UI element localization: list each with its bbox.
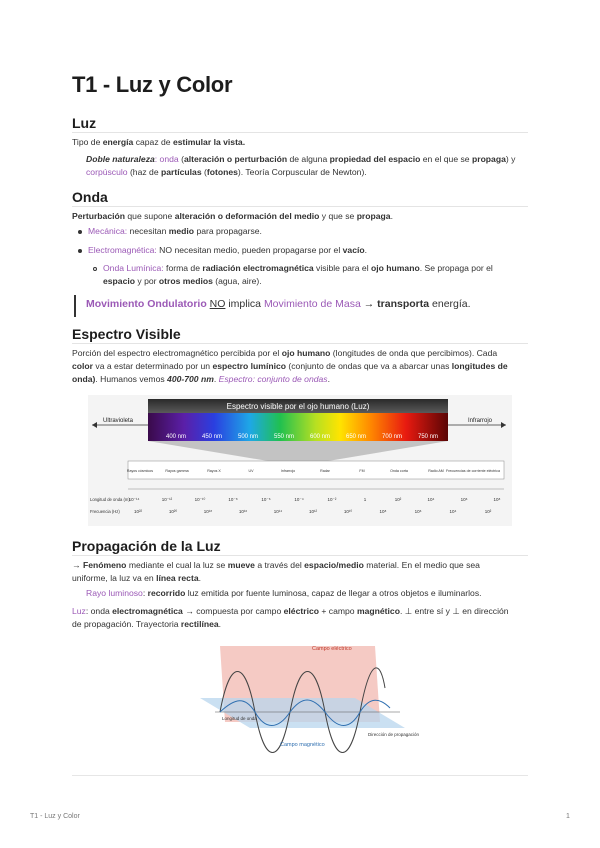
wavelength-value: 10⁻⁸ bbox=[228, 497, 238, 502]
section-heading-onda: Onda bbox=[72, 189, 108, 205]
ir-label: Infrarrojo bbox=[467, 418, 493, 424]
spectrum-tick-label: 550 nm bbox=[273, 434, 295, 440]
luz-line-1: Tipo de energía capaz de estimular la vista. bbox=[72, 137, 246, 147]
spectrum-tick-label: 600 nm bbox=[309, 434, 331, 440]
wavelength-value: 10⁻¹⁰ bbox=[194, 497, 206, 502]
band-label: Infrarrojo bbox=[280, 469, 296, 473]
spectrum-tick-label: 500 nm bbox=[237, 434, 259, 440]
spectrum-tick-label: 400 nm bbox=[165, 434, 187, 440]
section-divider bbox=[72, 206, 528, 207]
band-label: Rayos cósmicos bbox=[126, 469, 154, 473]
wavelength-value: 1 bbox=[363, 497, 367, 502]
propagacion-line-5: de propagación. Trayectoria rectilínea. bbox=[72, 619, 222, 629]
frequency-value: 10²² bbox=[133, 509, 143, 514]
section-heading-propagacion: Propagación de la Luz bbox=[72, 538, 221, 554]
longitud-label: Longitud de onda bbox=[222, 716, 257, 721]
band-label: FM bbox=[359, 469, 365, 473]
band-label: Onda corta bbox=[390, 469, 408, 473]
frequency-value: 10²⁰ bbox=[168, 509, 178, 514]
page-title: T1 - Luz y Color bbox=[72, 72, 233, 97]
uv-label: Ultravioleta bbox=[102, 418, 134, 424]
wavelength-value: 10⁻² bbox=[327, 497, 337, 502]
onda-bullet-mecanica: Mecánica: necesitan medio para propagarse. bbox=[88, 226, 262, 236]
band-label: UV bbox=[248, 469, 254, 473]
bullet-icon bbox=[78, 230, 82, 234]
luz-line-2: Doble naturaleza: onda (alteración o perturbación de alguna propiedad del espacio en el que se propaga) y bbox=[86, 154, 516, 164]
quote-movimiento-ondulatorio: Movimiento Ondulatorio NO implica Movimiento de Masa → transporta energía. bbox=[86, 298, 471, 310]
section-heading-luz: Luz bbox=[72, 115, 97, 131]
propagacion-line-2: uniforme, la luz va en línea recta. bbox=[72, 573, 201, 583]
wavelength-value: 10⁸ bbox=[493, 497, 501, 502]
wavelength-value: 10⁻¹² bbox=[161, 497, 173, 502]
onda-line-1: Perturbación que supone alteración o deformación del medio y que se propaga. bbox=[72, 211, 393, 221]
spectrum-tick-label: 450 nm bbox=[201, 434, 223, 440]
bullet-icon bbox=[78, 249, 82, 253]
footer-title: T1 - Luz y Color bbox=[30, 813, 80, 820]
band-label: Radar bbox=[320, 469, 330, 473]
onda-bullet-luminica-1: Onda Lumínica: forma de radiación electromagnética visible para el ojo humano. Se propaga por el bbox=[103, 263, 493, 273]
espectro-line-3: onda). Humanos vemos 400-700 nm. Espectro: conjunto de ondas. bbox=[72, 374, 330, 384]
spectrum-tick-label: 750 nm bbox=[417, 434, 439, 440]
wavelength-value: 10⁻⁴ bbox=[294, 497, 304, 502]
propagacion-line-1: → Fenómeno mediante el cual la luz se mueve a través del espacio/medio material. En el medio que sea bbox=[72, 560, 480, 570]
spectrum-tick-label: 700 nm bbox=[381, 434, 403, 440]
wavelength-value: 10⁻⁶ bbox=[261, 497, 271, 502]
section-divider bbox=[72, 343, 528, 344]
spectrum-figure bbox=[88, 395, 512, 526]
quote-bar bbox=[74, 295, 76, 317]
luz-line-3: corpúsculo (haz de partículas (fotones). Teoría Corpuscular de Newton). bbox=[86, 167, 367, 177]
propagacion-line-3: Rayo luminoso: recorrido luz emitida por fuente luminosa, capaz de llegar a otros objetos e iluminarlos. bbox=[86, 588, 482, 598]
espectro-line-1: Porción del espectro electromagnético percibida por el ojo humano (longitudes de onda que percibimos). Cada bbox=[72, 348, 498, 358]
band-label: Radio AM bbox=[428, 469, 444, 473]
band-label: Rayos X bbox=[207, 469, 221, 473]
frequency-value: 10⁴ bbox=[449, 509, 457, 514]
frequency-value: 10¹⁴ bbox=[273, 509, 283, 514]
frequency-value: 10⁸ bbox=[379, 509, 387, 514]
row-label-frequency: Frecuencia (Hz) bbox=[90, 509, 120, 514]
footer-divider bbox=[72, 775, 528, 776]
frequency-value: 10⁶ bbox=[414, 509, 422, 514]
wavelength-value: 10⁶ bbox=[460, 497, 468, 502]
propagacion-line-4: Luz: onda electromagnética → compuesta por campo eléctrico + campo magnético. ⊥ entre sí y ⊥ en dirección bbox=[72, 606, 509, 616]
onda-bullet-luminica-2: espacio y por otros medios (agua, aire). bbox=[103, 276, 262, 286]
direccion-label: Dirección de propagación bbox=[368, 732, 420, 737]
band-label: Frecuencias de corriente eléctrica bbox=[446, 469, 500, 473]
em-wave-figure bbox=[190, 638, 420, 764]
band-label: Rayos gamma bbox=[165, 469, 189, 473]
wavelength-value: 10² bbox=[394, 497, 402, 502]
frequency-value: 10¹² bbox=[308, 509, 318, 514]
campo-magnetico-label: Campo magnético bbox=[280, 742, 325, 748]
section-divider bbox=[72, 132, 528, 133]
visible-spectrum-bar bbox=[148, 413, 448, 441]
spectrum-tick-label: 650 nm bbox=[345, 434, 367, 440]
frequency-value: 10¹⁰ bbox=[343, 509, 353, 514]
sub-bullet-icon bbox=[93, 267, 97, 271]
page-number: 1 bbox=[566, 813, 570, 820]
espectro-line-2: color va a estar determinado por un espectro lumínico (conjunto de ondas que va a abarcar unas longitudes de bbox=[72, 361, 508, 371]
row-label-wavelength: Longitud de onda (m) bbox=[90, 497, 130, 502]
section-heading-espectro: Espectro Visible bbox=[72, 326, 181, 342]
figure-title: Espectro visible por el ojo humano (Luz) bbox=[226, 402, 370, 411]
frequency-value: 10¹⁶ bbox=[238, 509, 248, 514]
frequency-value: 10¹⁸ bbox=[203, 509, 213, 514]
onda-bullet-electromagnetica: Electromagnética: NO necesitan medio, pueden propagarse por el vacío. bbox=[88, 245, 368, 255]
wavelength-value: 10⁻¹⁴ bbox=[128, 497, 140, 502]
campo-electrico-label: Campo eléctrico bbox=[312, 646, 352, 652]
section-divider bbox=[72, 555, 528, 556]
frequency-value: 10² bbox=[484, 509, 492, 514]
wavelength-value: 10⁴ bbox=[427, 497, 435, 502]
